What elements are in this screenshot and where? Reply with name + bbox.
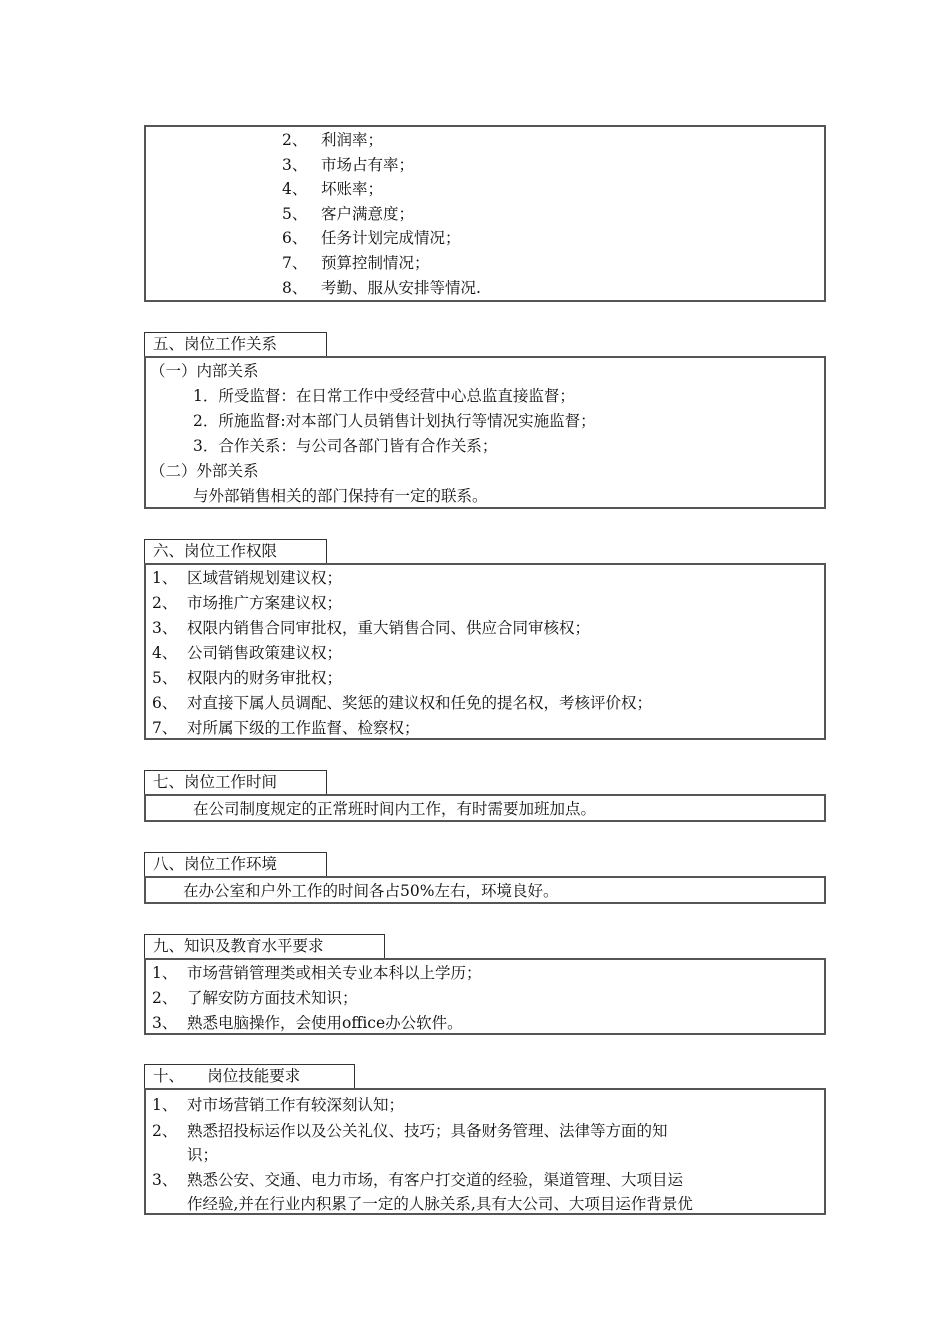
authority-item-text: 市场推广方案建议权； [187,594,343,612]
authority-item-number: 4、 [152,644,178,662]
authority-item-number: 1、 [152,569,178,587]
criteria-item-text: 预算控制情况； [321,254,430,272]
authority-item-number: 3、 [152,619,178,637]
criteria-item-text: 坏账率； [321,180,384,199]
skill-2-number: 2、 [152,1122,178,1140]
authority-item-text: 权限内的财务审批权； [187,669,343,687]
skill-3-text-line-1: 熟悉公安、交通、电力市场，有客户打交道的经验，渠道管理、大项目运 [187,1171,684,1189]
section-5-title: 五、岗位工作关系 [144,332,327,357]
skill-3-number: 3、 [152,1171,178,1189]
internal-relation-2: 2．所施监督:对本部门人员销售计划执行等情况实施监督； [193,412,596,430]
skill-1-number: 1、 [152,1096,178,1114]
skill-2-text-line-1: 熟悉招投标运作以及公关礼仪、技巧；具备财务管理、法律等方面的知 [187,1122,668,1140]
authority-item-number: 5、 [152,669,178,687]
authority-item-text: 对直接下属人员调配、奖惩的建议权和任免的提名权，考核评价权； [187,694,653,712]
criteria-item-number: 6、 [282,229,308,248]
authority-item-text: 权限内销售合同审批权，重大销售合同、供应合同审核权； [187,619,591,637]
criteria-box [144,125,826,302]
education-item-number: 1、 [152,964,178,982]
criteria-item-number: 3、 [282,155,308,174]
authority-item-number: 2、 [152,594,178,612]
authority-item-text: 公司销售政策建议权； [187,644,343,662]
section-8-title: 八、岗位工作环境 [144,852,327,877]
section-7-title: 七、岗位工作时间 [144,770,327,795]
criteria-item-number: 4、 [282,180,308,199]
section-10-title: 十、 岗位技能要求 [144,1064,355,1089]
authority-item-number: 6、 [152,694,178,712]
education-item-text: 熟悉电脑操作，会使用office办公软件。 [187,1014,463,1032]
internal-relation-1: 1．所受监督：在日常工作中受经营中心总监直接监督； [193,387,575,405]
criteria-item-text: 考勤、服从安排等情况. [321,278,481,297]
authority-item-text: 对所属下级的工作监督、检察权； [187,719,420,737]
criteria-item-number: 5、 [282,204,308,223]
authority-item-text: 区域营销规划建议权； [187,569,343,587]
section-6-title: 六、岗位工作权限 [144,539,327,564]
skill-2-text-line-2: 识； [187,1146,219,1164]
external-relations-heading: （二）外部关系 [150,462,259,480]
criteria-item-number: 2、 [282,131,308,149]
criteria-item-text: 市场占有率； [321,155,415,174]
internal-relation-3: 3．合作关系：与公司各部门皆有合作关系； [193,437,498,455]
education-item-text: 了解安防方面技术知识； [187,989,358,1007]
internal-relations-heading: （一）内部关系 [150,362,259,380]
section-7-text: 在公司制度规定的正常班时间内工作，有时需要加班加点。 [193,800,597,818]
skill-3-text-line-2: 作经验,并在行业内积累了一定的人脉关系,具有大公司、大项目运作背景优 [187,1195,693,1213]
education-item-number: 3、 [152,1014,178,1032]
skill-1-text: 对市场营销工作有较深刻认知； [187,1096,405,1114]
education-item-text: 市场营销管理类或相关专业本科以上学历； [187,964,482,982]
criteria-item-text: 客户满意度； [321,204,415,223]
section-8-text: 在办公室和户外工作的时间各占50%左右，环境良好。 [183,882,559,900]
criteria-item-number: 8、 [282,278,308,297]
section-9-title: 九、知识及教育水平要求 [144,934,385,959]
criteria-item-text: 任务计划完成情况； [321,229,461,248]
criteria-item-text: 利润率； [321,131,384,149]
external-relation-text: 与外部销售相关的部门保持有一定的联系。 [193,487,488,505]
education-item-number: 2、 [152,989,178,1007]
authority-item-number: 7、 [152,719,178,737]
criteria-item-number: 7、 [282,254,308,272]
